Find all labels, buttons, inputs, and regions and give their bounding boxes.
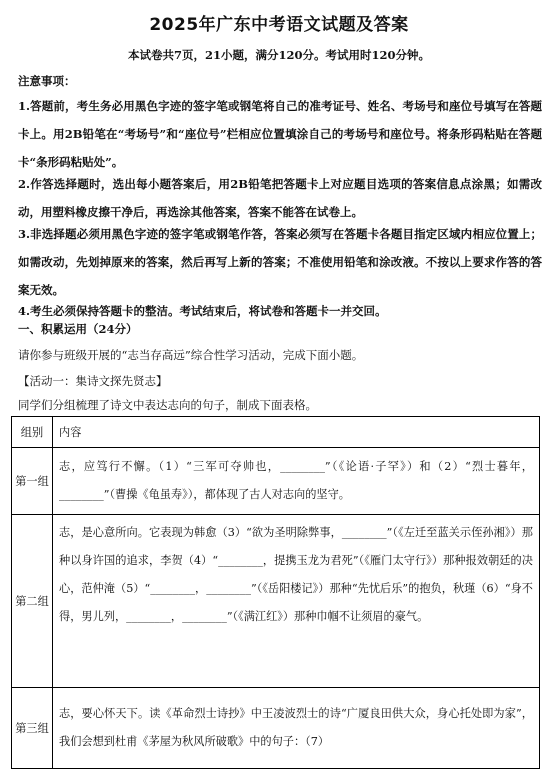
doc-title: 2025年广东中考语文试题及答案 xyxy=(149,15,409,35)
table-row xyxy=(12,515,540,688)
group-content xyxy=(53,448,540,515)
header-content: 内容 xyxy=(53,417,540,448)
group-label: 第二组 xyxy=(12,515,53,688)
notice-item-3: 3.非选择题必须用黑色字迹的签字笔或钢笔作答，答案必须写在答题卡各题目指定区域内相应位置上；如需改动，先划掉原来的答案，然后再写上新的答案；不准使用铅笔和涂改液。不按以上要求作答的答案无效。 xyxy=(18,227,542,297)
activity-intro: 请你参与班级开展的“志当存高远”综合性学习活动，完成下面小题。 xyxy=(18,348,364,362)
content-text: 志，要心怀天下。读《革命烈士诗抄》中王凌波烈士的诗“广厦良田供大众，身心托处即为家”，我们会想到杜甫《茅屋为秋风所破歌》中的句子：（7） xyxy=(59,707,533,748)
table-intro: 同学们分组梳理了诗文中表达志向的句子，制成下面表格。 xyxy=(18,398,317,412)
aspiration-table xyxy=(11,416,540,769)
group-content xyxy=(53,515,540,688)
table-header-row xyxy=(12,417,540,448)
header-group: 组别 xyxy=(12,417,53,448)
doc-subtitle: 本试卷共7页，21小题，满分120分。考试用时120分钟。 xyxy=(127,48,430,62)
table-row xyxy=(12,448,540,515)
activity-title: 【活动一：集诗文探先贤志】 xyxy=(18,374,168,388)
group-content xyxy=(53,688,540,769)
content-text: 志，是心意所向。它表现为韩愈（3）“欲为圣明除弊事，________”（《左迁至蓝关示侄孙湘》）那种以身许国的追求，李贺（4）“________，提携玉龙为君死”（《雁门太守行》）那种报效朝廷的决心，范仲淹（5）“________，________”（《岳阳楼记》）那种“先忧后乐”的抱负，秋瑾（6）“身不得，男儿列，________，________”（《满江红》）那种巾帼不让须眉的豪气。 xyxy=(59,526,533,623)
notice-heading: 注意事项： xyxy=(18,74,76,88)
notice-item-1: 1.答题前，考生务必用黑色字迹的签字笔或钢笔将自己的准考证号、姓名、考场号和座位号填写在答题卡上。用2B铅笔在“考场号”和“座位号”栏相应位置填涂自己的考场号和座位号。将条形码粘贴在答题卡“条形码粘贴处”。 xyxy=(18,99,542,169)
content-text: 志，应笃行不懈。（1）“三军可夺帅也，________”（《论语·子罕》）和（2）“烈士暮年，________”（曹操《龟虽寿》），都体现了古人对志向的坚守。 xyxy=(59,460,533,501)
notice-item-2: 2.作答选择题时，选出每小题答案后，用2B铅笔把答题卡上对应题目选项的答案信息点涂黑；如需改动，用塑料橡皮擦干净后，再选涂其他答案，答案不能答在试卷上。 xyxy=(18,177,542,219)
group-label: 第三组 xyxy=(12,688,53,769)
notice-item-4: 4.考生必须保持答题卡的整洁。考试结束后，将试卷和答题卡一并交回。 xyxy=(18,304,387,318)
group-label: 第一组 xyxy=(12,448,53,515)
table-row xyxy=(12,688,540,769)
section-heading: 一、积累运用（24分） xyxy=(18,322,138,336)
